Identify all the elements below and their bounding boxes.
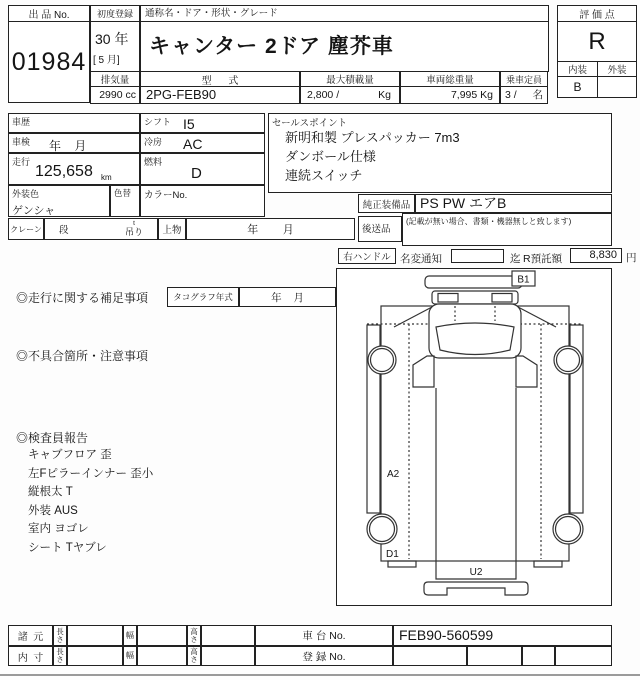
registration-field-4 xyxy=(555,646,612,666)
history-cell xyxy=(8,113,140,133)
registration-no-label: 登 録 No. xyxy=(255,646,393,666)
color-no-label: カラーNo. xyxy=(144,190,188,201)
first-registration-value xyxy=(90,21,140,72)
length-label: 長さ xyxy=(53,625,67,646)
factory-equipment-value: PS PW エアB xyxy=(415,194,612,213)
body-equipment-label: 上物 xyxy=(158,218,186,240)
items-to-follow-label: 後送品 xyxy=(362,224,391,235)
inner-width-label: 幅 xyxy=(123,646,137,666)
mileage-supplement-heading: ◎走行に関する補足事項 xyxy=(16,291,149,305)
left-step-guard xyxy=(413,356,434,387)
first-reg-year: 30 年 xyxy=(95,31,129,47)
items-to-follow-note: (記載が無い場合、書類・機器無しと致します) xyxy=(406,217,572,226)
damage-label-d1: D1 xyxy=(386,549,399,560)
exterior-grade-value xyxy=(597,76,637,98)
fuel-label: 燃料 xyxy=(144,157,163,167)
sales-point-line: ダンボール仕様 xyxy=(285,149,376,164)
body-equipment-value: 年 月 xyxy=(186,218,355,240)
front-right-wheel xyxy=(554,346,582,374)
exterior-grade-header: 外装 xyxy=(597,61,637,77)
aircon-cell xyxy=(140,133,265,153)
mileage-unit: km xyxy=(101,173,112,182)
cargo-inner-section xyxy=(436,388,516,579)
items-to-follow-cell xyxy=(358,216,402,242)
capacity-header: 乗車定員 xyxy=(500,71,548,87)
shift-cell xyxy=(140,113,265,133)
yen-label: 円 xyxy=(626,252,637,264)
capacity-value xyxy=(500,86,548,104)
rear-left-guard xyxy=(388,561,416,567)
shift-value: I5 xyxy=(183,116,195,132)
scan-edge-line xyxy=(0,674,640,676)
capacity-unit: 名 xyxy=(532,89,543,101)
capacity-number: 3 / xyxy=(505,89,517,101)
front-left-wheel xyxy=(368,346,396,374)
registration-field-3 xyxy=(522,646,555,666)
until-label: 迄 xyxy=(510,253,521,265)
defects-heading: ◎不具合箇所・注意事項 xyxy=(16,349,149,363)
exterior-color-label: 外装色 xyxy=(12,189,40,199)
inspection-value: 年 月 xyxy=(49,139,87,153)
recycle-deposit-value: 8,830 xyxy=(570,248,622,263)
truck-top-view-diagram xyxy=(337,269,611,605)
sales-points-label: セールスポイント xyxy=(272,118,348,129)
width-value-field xyxy=(137,625,187,646)
dimensions-label: 諸 元 xyxy=(8,625,53,646)
fuel-value: D xyxy=(191,165,202,182)
height-label: 高さ xyxy=(187,625,201,646)
rear-right-wheel xyxy=(553,514,583,544)
inner-dimensions-label: 内 寸 xyxy=(8,646,53,666)
name-change-notice-label: 名変通知 xyxy=(400,253,442,265)
max-load-number: 2,800 / xyxy=(307,89,340,101)
windshield-right-pane xyxy=(492,294,512,303)
rear-bumper xyxy=(424,582,528,595)
gvw-value: 7,995 Kg xyxy=(400,86,500,104)
grade-header: 評 価 点 xyxy=(557,5,637,22)
handle-position-box: 右ハンドル xyxy=(338,248,396,264)
crane-label: クレーン xyxy=(8,218,44,240)
inspector-report-item: キャブフロア 歪 xyxy=(28,449,112,461)
sales-point-line: 新明和製 プレスパッカー 7m3 xyxy=(285,130,460,145)
name-change-notice-field xyxy=(451,249,504,263)
inspector-report-item: 室内 ヨゴレ xyxy=(28,523,89,535)
rear-right-guard xyxy=(534,561,562,567)
inspector-report-heading: ◎検査員報告 xyxy=(16,431,89,445)
shift-label: シフト xyxy=(144,117,172,127)
inspection-label: 車検 xyxy=(12,137,31,147)
inspector-report-item: 外装 AUS xyxy=(28,504,78,517)
items-to-follow-note-box xyxy=(402,213,612,246)
crane-ton-label: t xyxy=(133,220,135,228)
windshield-left-pane xyxy=(438,294,458,303)
sales-points-box xyxy=(268,113,612,193)
aircon-value: AC xyxy=(183,136,203,152)
vehicle-name: キャンター 2ドア 塵芥車 xyxy=(140,21,549,72)
lot-no-value: 01984 xyxy=(8,21,90,103)
inner-length-label: 長さ xyxy=(53,646,67,666)
color-change-cell xyxy=(110,185,140,217)
first-reg-month: [ 5 月] xyxy=(93,55,120,66)
max-load-header: 最大積載量 xyxy=(300,71,400,87)
exterior-color-cell xyxy=(8,185,110,217)
first-registration-header: 初度登録 xyxy=(90,5,140,22)
vehicle-diagram-box xyxy=(336,268,612,606)
height-value-field xyxy=(201,625,255,646)
sales-point-line: 連続スイッチ xyxy=(285,168,363,183)
interior-grade-header: 内装 xyxy=(557,61,598,77)
displacement-header: 排気量 xyxy=(90,71,140,87)
registration-field-1 xyxy=(393,646,467,666)
vehicle-name-header: 通称名・ドア・形状・グレード xyxy=(140,5,549,22)
recycle-deposit-label: R預託額 xyxy=(523,253,563,265)
cab-roof xyxy=(429,304,521,358)
model-code-header: 型 式 xyxy=(140,71,300,87)
front-bumper xyxy=(425,276,522,288)
color-change-label: 色替 xyxy=(114,188,132,198)
damage-label-u2: U2 xyxy=(469,567,483,578)
history-label: 車歴 xyxy=(12,117,31,127)
right-mirror-arm xyxy=(518,307,556,327)
width-label: 幅 xyxy=(123,625,137,646)
registration-field-2 xyxy=(467,646,522,666)
interior-grade-value: B xyxy=(557,76,598,98)
factory-equipment-label: 純正装備品 xyxy=(358,194,415,213)
gvw-header: 車両総重量 xyxy=(400,71,500,87)
color-no-cell xyxy=(140,185,265,217)
crane-value-cell xyxy=(44,218,158,240)
inner-height-label: 高さ xyxy=(187,646,201,666)
lot-no-header: 出 品 No. xyxy=(8,5,90,22)
inspector-report-item: シート Tヤブレ xyxy=(28,541,107,554)
inspector-report-item: 縦根太 T xyxy=(28,486,73,498)
mileage-label: 走行 xyxy=(12,157,31,167)
mileage-value: 125,658 xyxy=(35,163,93,180)
inspector-report-item: 左Fピラーインナー 歪小 xyxy=(28,467,154,480)
length-value-field xyxy=(67,625,123,646)
max-load-unit: Kg xyxy=(378,89,391,101)
chassis-no-label: 車 台 No. xyxy=(255,625,393,646)
displacement-value: 2990 cc xyxy=(90,86,140,104)
rear-left-wheel xyxy=(367,514,397,544)
chassis-no-value: FEB90-560599 xyxy=(393,625,612,646)
inner-width-value-field xyxy=(137,646,187,666)
grade-value: R xyxy=(557,21,637,62)
tachograph-year-value: 年 月 xyxy=(239,287,336,307)
inner-length-value-field xyxy=(67,646,123,666)
max-load-value xyxy=(300,86,400,104)
damage-label-a2: A2 xyxy=(387,469,400,480)
inner-height-value-field xyxy=(201,646,255,666)
crane-stage-label: 段 xyxy=(59,225,69,236)
damage-label-b1: B1 xyxy=(517,274,530,286)
crane-lift-label: 吊り xyxy=(124,226,143,237)
exterior-color-value: ゲンシャ xyxy=(12,205,56,217)
right-step-guard xyxy=(516,356,537,387)
fuel-cell xyxy=(140,153,265,185)
aircon-label: 冷房 xyxy=(144,137,163,147)
inspection-cell xyxy=(8,133,140,153)
mileage-cell xyxy=(8,153,140,185)
model-code-value: 2PG-FEB90 xyxy=(140,86,300,104)
tachograph-year-label: タコグラフ年式 xyxy=(167,287,239,307)
